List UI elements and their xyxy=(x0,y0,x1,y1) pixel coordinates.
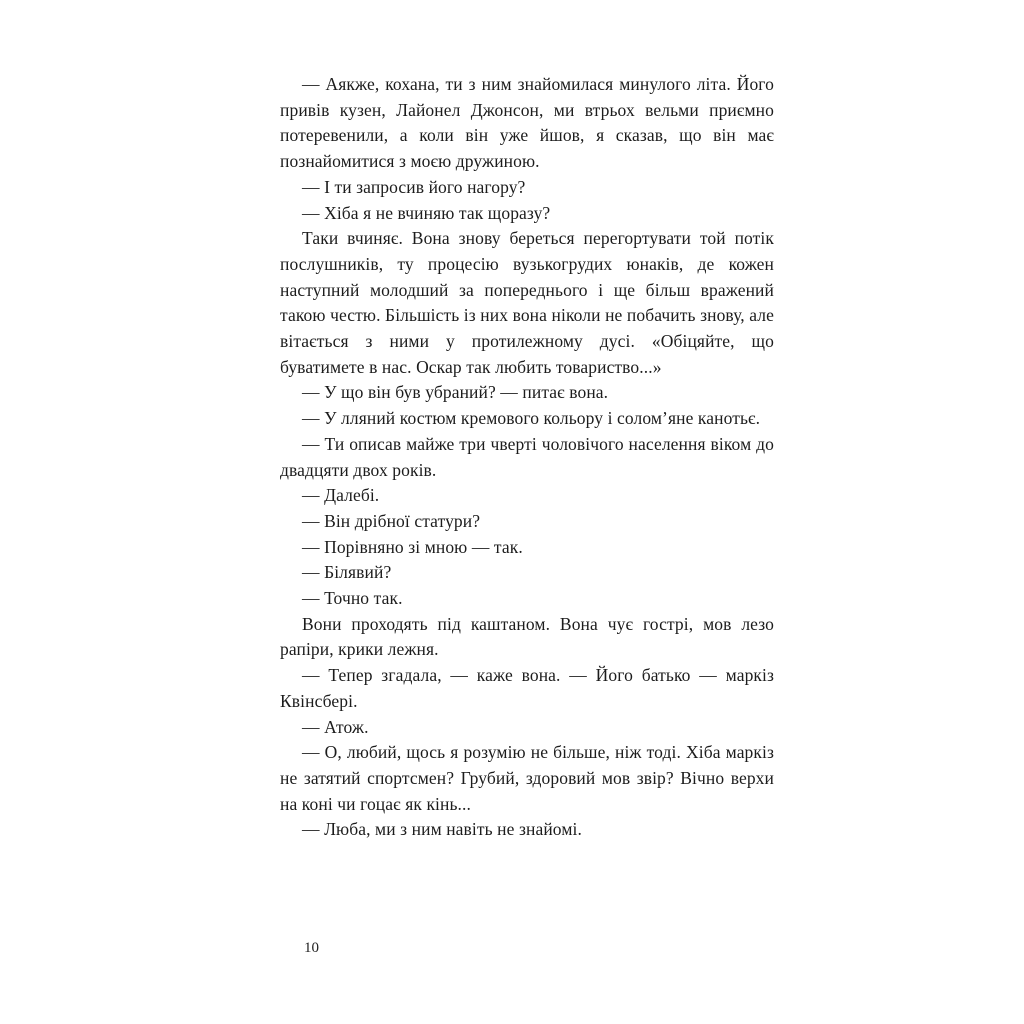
paragraph: — У що він був убраний? — питає вона. xyxy=(302,382,609,403)
paragraph: — У лляний костюм кремового кольору і солом’яне канотьє. xyxy=(302,408,761,429)
paragraph: — О, любий, щось я розумію не більше, ніж тоді. Хіба маркіз не затятий спортсмен? Грубий, здоровий мов звір? Вічно верхи на коні чи гоцає як кінь... xyxy=(280,742,774,814)
paragraph: — Люба, ми з ним навіть не знайомі. xyxy=(302,819,582,840)
paragraph: — Далебі. xyxy=(302,485,380,506)
paragraph: Вони проходять під каштаном. Вона чує гострі, мов лезо рапіри, крики лежня. xyxy=(280,613,774,660)
paragraph: — Він дрібної статури? xyxy=(302,510,481,531)
page-number: 10 xyxy=(304,940,319,956)
paragraph: — Тепер згадала, — каже вона. — Його батько — маркіз Квінсбері. xyxy=(280,665,774,711)
paragraph: — Атож. xyxy=(302,716,369,737)
paragraph: — Хіба я не вчиняю так щоразу? xyxy=(302,202,551,223)
paragraph: — Точно так. xyxy=(302,588,403,609)
paragraph: — І ти запросив його нагору? xyxy=(302,176,526,197)
paragraph: — Порівняно зі мною — так. xyxy=(302,536,523,557)
paragraph: — Аякже, кохана, ти з ним знайомилася минулого літа. Його привів кузен, Лайонел Джонсон, ми втрьох вельми приємно потеревенили, а коли він уже йшов, я сказав, що він має познайомитися з моєю дружиною. xyxy=(280,74,774,172)
text-block xyxy=(280,72,774,843)
paragraph: — Білявий? xyxy=(302,562,392,583)
paragraph: — Ти описав майже три чверті чоловічого населення віком до двадцяти двох років. xyxy=(280,433,774,480)
paragraph: Таки вчиняє. Вона знову береться перегортувати той потік послушників, ту процесію вузькогрудих юнаків, де кожен наступний молодший за попереднього і ще більш вражений такою честю. Більшість із них вона ніколи не побачить знову, але вітається з ними у протилежному дусі. «Обіцяйте, що буватимете в нас. Оскар так любить товариство...» xyxy=(280,228,774,377)
